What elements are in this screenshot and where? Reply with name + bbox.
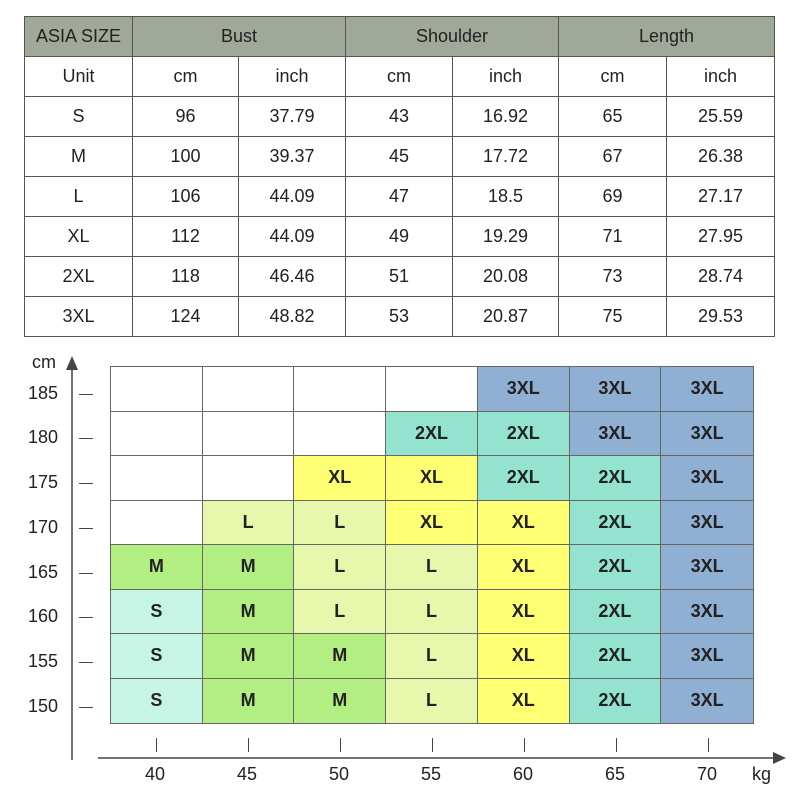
grid-cell: 2XL <box>386 412 478 457</box>
x-unit-label: kg <box>752 764 772 784</box>
measurement-cell: 25.59 <box>667 97 775 137</box>
measurement-cell: 65 <box>559 97 667 137</box>
grid-cell: M <box>203 590 295 635</box>
size-label-cell: M <box>25 137 133 177</box>
grid-cell: M <box>294 634 386 679</box>
grid-cell: 3XL <box>661 456 753 501</box>
measurement-cell: 20.87 <box>453 297 559 337</box>
unit-cell: cm <box>133 57 239 97</box>
size-recommendation-grid <box>110 366 754 724</box>
measurement-cell: 18.5 <box>453 177 559 217</box>
grid-cell: L <box>386 634 478 679</box>
measurement-cell: 69 <box>559 177 667 217</box>
grid-cell: 2XL <box>570 590 662 635</box>
measurement-cell: 51 <box>346 257 453 297</box>
y-axis-arrow <box>66 356 78 370</box>
y-unit-label: cm <box>32 352 56 372</box>
header-cell: Length <box>559 17 775 57</box>
unit-cell: inch <box>667 57 775 97</box>
unit-cell: cm <box>346 57 453 97</box>
y-tick-label: 160 <box>28 606 59 627</box>
x-tick-mark <box>708 738 709 752</box>
size-label-cell: S <box>25 97 133 137</box>
grid-cell: XL <box>478 545 570 590</box>
x-tick-label: 50 <box>329 764 350 784</box>
grid-cell: M <box>203 634 295 679</box>
grid-cell <box>203 412 295 457</box>
y-tick-mark <box>79 438 93 439</box>
grid-cell: XL <box>294 456 386 501</box>
y-tick-mark <box>79 483 93 484</box>
measurement-cell: 67 <box>559 137 667 177</box>
grid-cell <box>111 501 203 546</box>
grid-cell: 3XL <box>661 590 753 635</box>
measurement-cell: 27.17 <box>667 177 775 217</box>
size-label-cell: 2XL <box>25 257 133 297</box>
y-tick-label: 165 <box>28 561 59 582</box>
grid-cell <box>386 367 478 412</box>
grid-cell: L <box>294 501 386 546</box>
grid-cell: M <box>111 545 203 590</box>
measurement-cell: 96 <box>133 97 239 137</box>
grid-cell <box>111 456 203 501</box>
measurement-cell: 112 <box>133 217 239 257</box>
grid-cell: 2XL <box>570 501 662 546</box>
measurement-cell: 49 <box>346 217 453 257</box>
unit-cell: inch <box>239 57 346 97</box>
y-tick-mark <box>79 528 93 529</box>
measurement-cell: 44.09 <box>239 177 346 217</box>
grid-cell: 3XL <box>570 367 662 412</box>
grid-cell: 3XL <box>661 545 753 590</box>
grid-cell: 2XL <box>570 456 662 501</box>
grid-cell: XL <box>478 634 570 679</box>
grid-cell: 3XL <box>661 412 753 457</box>
measurement-cell: 37.79 <box>239 97 346 137</box>
grid-cell: 2XL <box>570 634 662 679</box>
grid-cell: L <box>386 545 478 590</box>
x-tick-label: 60 <box>513 764 534 784</box>
measurement-cell: 45 <box>346 137 453 177</box>
y-tick-label: 155 <box>28 651 59 672</box>
y-tick-mark <box>79 394 93 395</box>
unit-cell: inch <box>453 57 559 97</box>
measurement-cell: 19.29 <box>453 217 559 257</box>
grid-cell: 3XL <box>661 367 753 412</box>
header-cell: Shoulder <box>346 17 559 57</box>
measurement-cell: 106 <box>133 177 239 217</box>
measurement-cell: 27.95 <box>667 217 775 257</box>
measurement-cell: 29.53 <box>667 297 775 337</box>
x-tick-mark <box>248 738 249 752</box>
y-tick-mark <box>79 573 93 574</box>
grid-cell: 3XL <box>570 412 662 457</box>
y-tick-label: 175 <box>28 472 59 493</box>
measurement-cell: 44.09 <box>239 217 346 257</box>
y-tick-label: 150 <box>28 695 59 716</box>
x-tick-label: 40 <box>145 764 166 784</box>
grid-cell: 2XL <box>478 412 570 457</box>
grid-cell: XL <box>478 501 570 546</box>
y-tick-mark <box>79 662 93 663</box>
measurement-cell: 73 <box>559 257 667 297</box>
measurement-cell: 28.74 <box>667 257 775 297</box>
grid-cell: 3XL <box>661 634 753 679</box>
grid-cell: XL <box>478 590 570 635</box>
grid-cell: L <box>294 590 386 635</box>
x-tick-label: 65 <box>605 764 626 784</box>
measurement-cell: 43 <box>346 97 453 137</box>
grid-cell <box>294 367 386 412</box>
x-tick-label: 70 <box>697 764 718 784</box>
grid-cell: 2XL <box>570 545 662 590</box>
header-cell: Bust <box>133 17 346 57</box>
grid-cell <box>111 412 203 457</box>
header-cell: ASIA SIZE <box>25 17 133 57</box>
measurement-cell: 75 <box>559 297 667 337</box>
grid-cell: 3XL <box>661 679 753 724</box>
x-tick-mark <box>432 738 433 752</box>
grid-cell <box>294 412 386 457</box>
x-axis-arrow <box>773 752 786 764</box>
grid-cell <box>203 367 295 412</box>
measurement-cell: 17.72 <box>453 137 559 177</box>
x-tick-mark <box>156 738 157 752</box>
measurement-cell: 47 <box>346 177 453 217</box>
y-tick-mark <box>79 707 93 708</box>
measurement-cell: 48.82 <box>239 297 346 337</box>
grid-cell: S <box>111 679 203 724</box>
size-label-cell: 3XL <box>25 297 133 337</box>
size-label-cell: XL <box>25 217 133 257</box>
y-tick-label: 185 <box>28 382 59 403</box>
size-label-cell: L <box>25 177 133 217</box>
grid-cell: XL <box>386 456 478 501</box>
grid-cell: L <box>203 501 295 546</box>
grid-cell: 2XL <box>478 456 570 501</box>
unit-cell: cm <box>559 57 667 97</box>
x-tick-mark <box>616 738 617 752</box>
measurement-cell: 71 <box>559 217 667 257</box>
grid-cell: M <box>203 679 295 724</box>
grid-cell: 2XL <box>570 679 662 724</box>
grid-cell: S <box>111 634 203 679</box>
measurement-cell: 118 <box>133 257 239 297</box>
grid-cell: L <box>386 590 478 635</box>
x-tick-mark <box>524 738 525 752</box>
grid-cell: S <box>111 590 203 635</box>
measurement-cell: 46.46 <box>239 257 346 297</box>
grid-cell: XL <box>478 679 570 724</box>
measurement-cell: 53 <box>346 297 453 337</box>
measurement-cell: 20.08 <box>453 257 559 297</box>
grid-cell <box>111 367 203 412</box>
grid-cell: M <box>203 545 295 590</box>
grid-cell: 3XL <box>661 501 753 546</box>
grid-cell: L <box>386 679 478 724</box>
measurement-cell: 16.92 <box>453 97 559 137</box>
grid-cell: 3XL <box>478 367 570 412</box>
grid-cell: L <box>294 545 386 590</box>
grid-cell: M <box>294 679 386 724</box>
measurement-cell: 39.37 <box>239 137 346 177</box>
x-tick-label: 55 <box>421 764 442 784</box>
measurement-cell: 124 <box>133 297 239 337</box>
y-tick-mark <box>79 617 93 618</box>
x-tick-mark <box>340 738 341 752</box>
y-tick-label: 180 <box>28 427 59 448</box>
measurement-cell: 100 <box>133 137 239 177</box>
unit-cell: Unit <box>25 57 133 97</box>
grid-cell: XL <box>386 501 478 546</box>
y-tick-label: 170 <box>28 516 59 537</box>
x-tick-label: 45 <box>237 764 258 784</box>
grid-cell <box>203 456 295 501</box>
measurement-cell: 26.38 <box>667 137 775 177</box>
